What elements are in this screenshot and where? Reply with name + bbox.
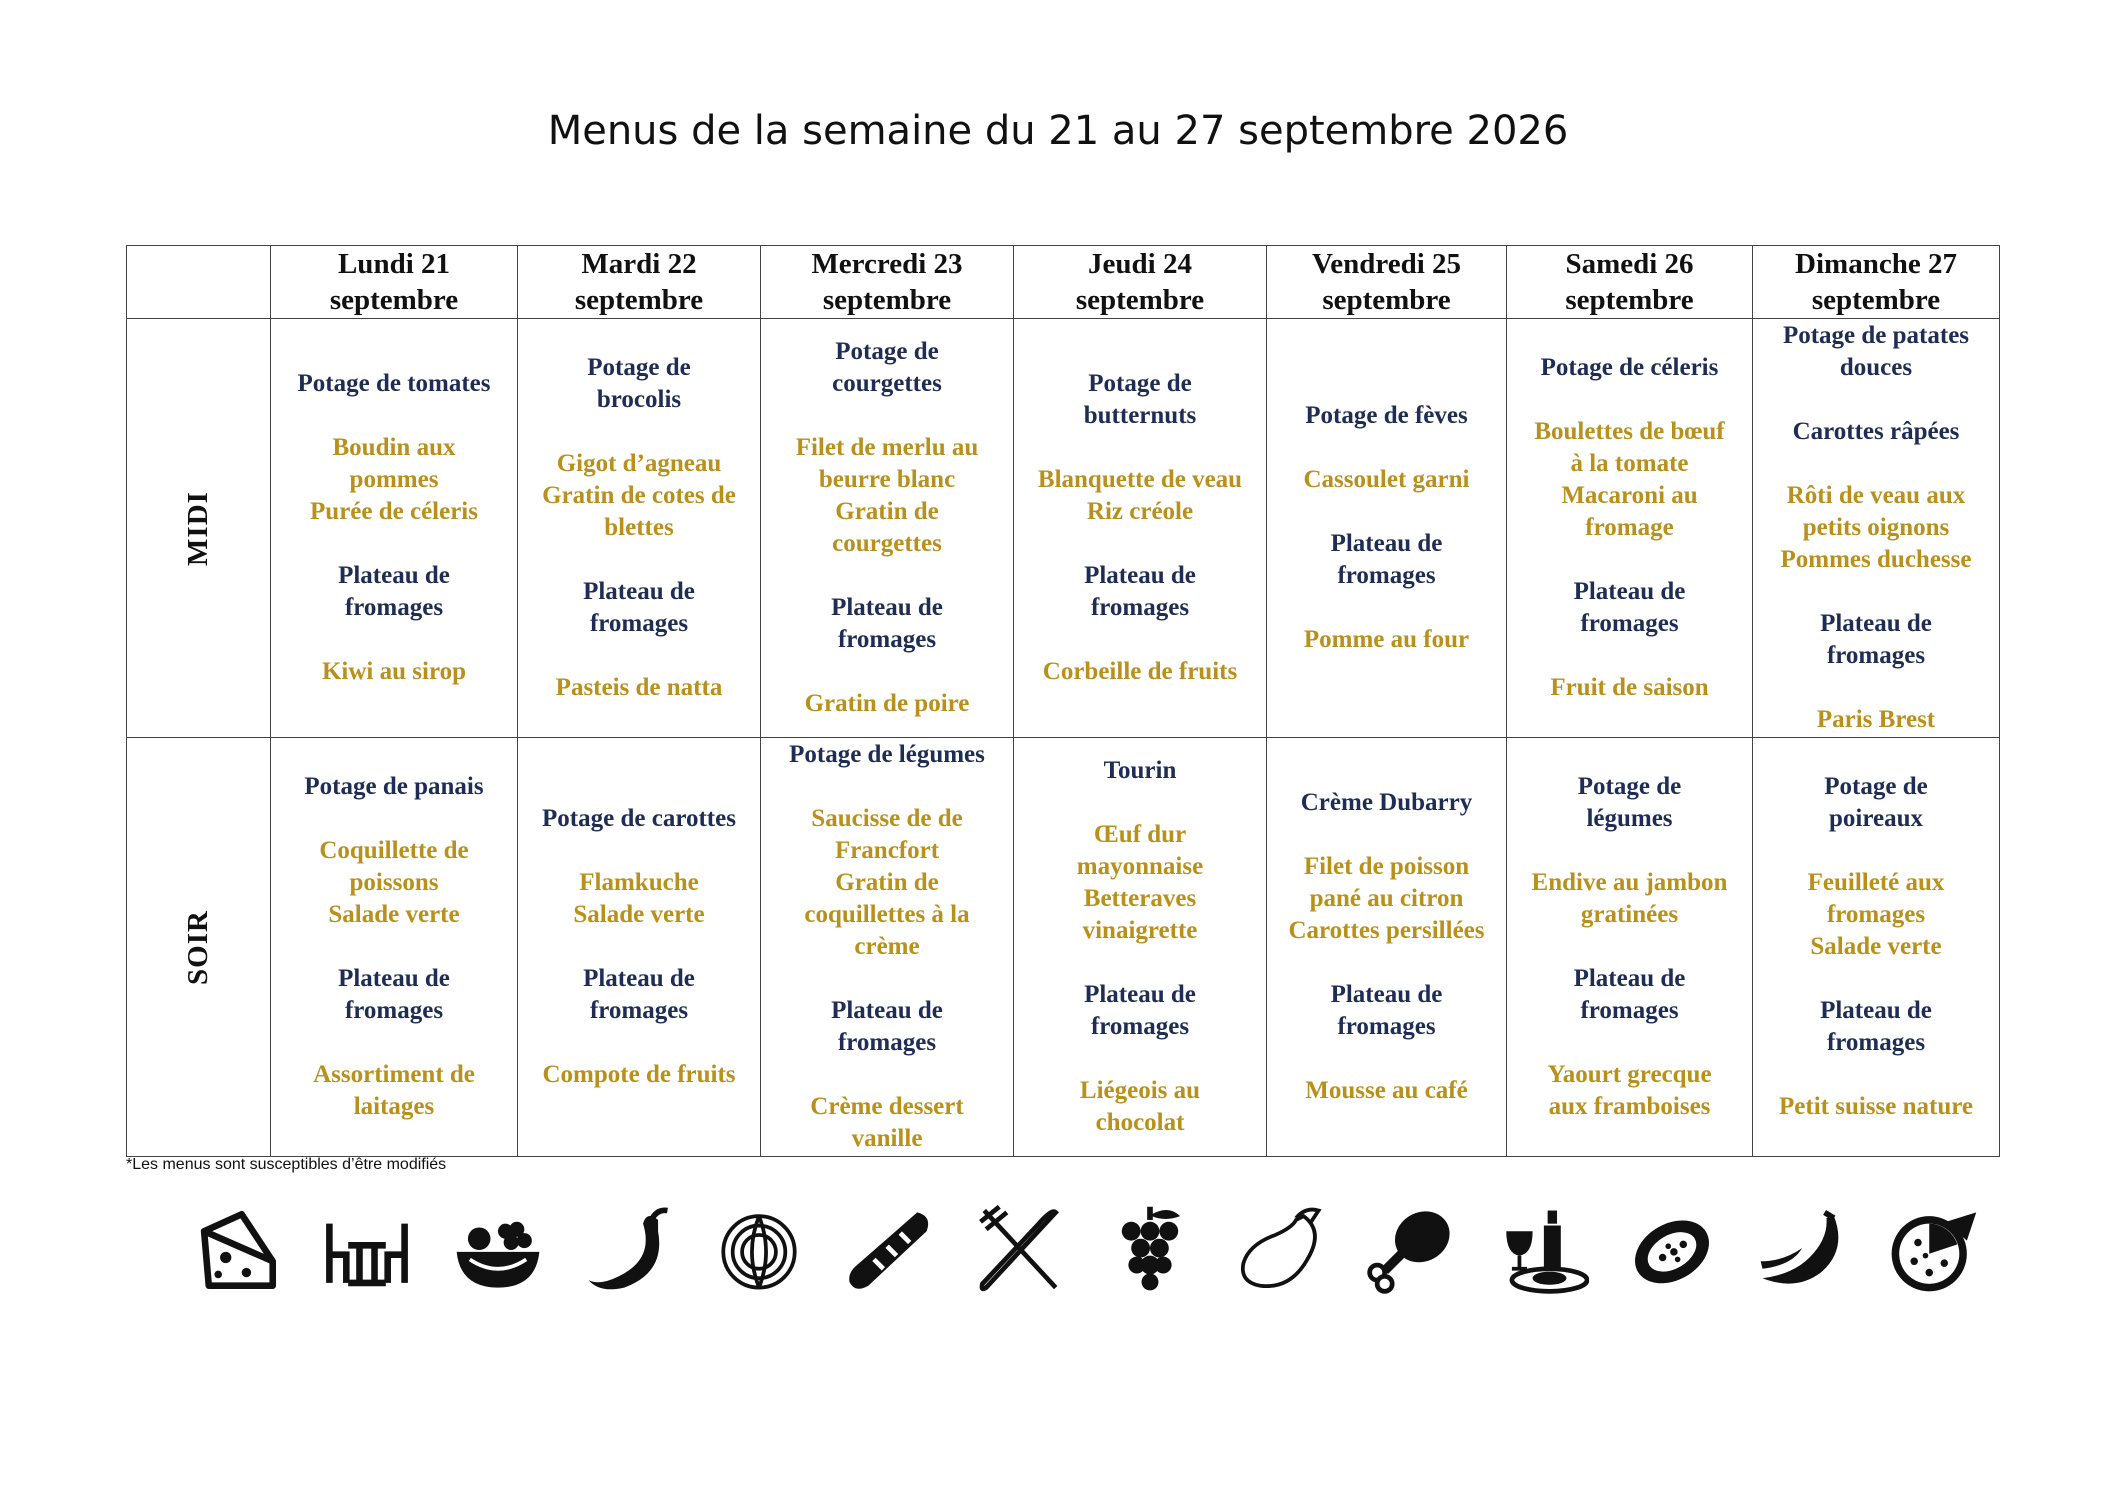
- dish-line: Fruit de saison: [1550, 674, 1709, 701]
- dish-group: [1759, 608, 1993, 672]
- dish-line: Plateau de: [1330, 530, 1443, 557]
- dish-line: pommes: [349, 466, 439, 493]
- onion-icon: [712, 1203, 806, 1297]
- dish-line: Plateau de: [1330, 981, 1443, 1008]
- eggplant-icon: [1234, 1203, 1328, 1297]
- dish-line: Yaourt grecque: [1547, 1061, 1712, 1088]
- dish-line: fromages: [1826, 901, 1926, 928]
- dish-line: Flamkuche: [579, 869, 699, 896]
- dish-group: [1020, 560, 1260, 624]
- dish-group: [767, 432, 1007, 560]
- dish-line: Plateau de: [338, 965, 450, 992]
- food-icon-strip: [190, 1200, 1980, 1300]
- dish-group: [1759, 320, 1993, 384]
- dish-line: Boudin aux: [332, 434, 456, 461]
- dish-line: fromages: [1090, 594, 1190, 621]
- dish-line: Purée de céleris: [310, 498, 478, 525]
- meal-label-text: SOIR: [181, 909, 214, 985]
- dish-group: [767, 336, 1007, 400]
- dish-group: [277, 368, 511, 400]
- meal-label: [127, 738, 271, 1157]
- dish-line: Filet de poisson: [1303, 853, 1470, 880]
- chicken-leg-icon: [1364, 1203, 1458, 1297]
- dish-line: vinaigrette: [1082, 917, 1198, 944]
- day-header: [761, 246, 1014, 319]
- dish-line: Potage de légumes: [789, 741, 985, 768]
- dish-line: fromages: [1826, 642, 1926, 669]
- dish-line: Gratin de: [835, 869, 939, 896]
- dish-line: Plateau de: [1084, 981, 1196, 1008]
- dish-line: Carottes persillées: [1288, 917, 1485, 944]
- dish-line: Potage de: [835, 338, 939, 365]
- dish-line: Pommes duchesse: [1780, 546, 1972, 573]
- dish-line: Potage de patates: [1782, 322, 1970, 349]
- dish-line: fromages: [1337, 1013, 1436, 1040]
- dish-group: [1759, 771, 1993, 835]
- dish-line: Plateau de: [1084, 562, 1196, 589]
- fruit-bowl-icon: [451, 1203, 545, 1297]
- dish-line: fromages: [1580, 610, 1679, 637]
- meal-row-soir: [127, 738, 2000, 1157]
- dish-line: légumes: [1586, 805, 1673, 832]
- dish-line: Filet de merlu au: [795, 434, 979, 461]
- dish-line: blettes: [604, 514, 674, 541]
- dish-group: [1273, 787, 1500, 819]
- dish-line: Plateau de: [1573, 965, 1686, 992]
- day-month: septembre: [329, 284, 459, 316]
- dish-line: à la tomate: [1570, 450, 1689, 477]
- dish-line: Kiwi au sirop: [321, 658, 467, 685]
- dish-group: [1513, 416, 1746, 544]
- day-header: [1267, 246, 1507, 319]
- day-header: [1507, 246, 1753, 319]
- dish-line: Salade verte: [328, 901, 460, 928]
- dish-line: Œuf dur: [1093, 821, 1187, 848]
- dish-group: [1273, 400, 1500, 432]
- dish-group: [524, 867, 754, 931]
- dish-group: [1020, 979, 1260, 1043]
- dish-line: Gratin de cotes de: [542, 482, 736, 509]
- dish-line: Mousse au café: [1305, 1077, 1468, 1104]
- dish-group: [1513, 1059, 1746, 1123]
- dish-line: fromages: [344, 997, 444, 1024]
- dish-line: Gratin de: [835, 498, 939, 525]
- dining-table-icon: [320, 1203, 414, 1297]
- menu-cell: [1014, 738, 1267, 1157]
- day-month: septembre: [1075, 284, 1205, 316]
- dish-line: courgettes: [832, 370, 942, 397]
- dish-line: Plateau de: [1820, 610, 1932, 637]
- dish-group: [1273, 851, 1500, 947]
- dish-line: Crème dessert: [810, 1093, 964, 1120]
- dish-line: Petit suisse nature: [1779, 1093, 1973, 1120]
- dish-line: Salade verte: [573, 901, 705, 928]
- dish-line: Potage de céleris: [1540, 354, 1719, 381]
- menu-cell: [518, 319, 761, 738]
- dish-line: Gratin de poire: [804, 690, 970, 717]
- dish-line: Francfort: [834, 837, 940, 864]
- day-header: [1753, 246, 2000, 319]
- papaya-icon: [1625, 1203, 1719, 1297]
- dish-line: Plateau de: [1820, 997, 1932, 1024]
- footnote: *Les menus sont susceptibles d’être modifiés: [126, 1156, 447, 1173]
- dish-line: coquillettes à la: [804, 901, 970, 928]
- dish-group: [1273, 464, 1500, 496]
- dish-line: Plateau de: [583, 965, 695, 992]
- page-title: Menus de la semaine du 21 au 27 septembre 2026: [547, 108, 1569, 154]
- dish-line: fromages: [1826, 1029, 1926, 1056]
- dish-group: [1273, 1075, 1500, 1107]
- dish-line: Plateau de: [831, 997, 943, 1024]
- dish-line: Rôti de veau aux: [1786, 482, 1966, 509]
- dish-line: Betteraves: [1083, 885, 1197, 912]
- dish-group: [767, 803, 1007, 963]
- dish-line: Crème Dubarry: [1300, 789, 1473, 816]
- dish-line: fromages: [1090, 1013, 1190, 1040]
- dish-line: Blanquette de veau: [1037, 466, 1243, 493]
- dish-line: butternuts: [1083, 402, 1197, 429]
- dish-line: Riz créole: [1086, 498, 1194, 525]
- day-month: septembre: [1322, 284, 1451, 316]
- fork-knife-icon: [973, 1203, 1067, 1297]
- dish-line: Potage de tomates: [297, 370, 491, 397]
- pizza-icon: [1886, 1203, 1980, 1297]
- dish-group: [277, 560, 511, 624]
- dish-line: Boulettes de bœuf: [1534, 418, 1725, 445]
- dish-line: Carottes râpées: [1792, 418, 1960, 445]
- dish-group: [1759, 867, 1993, 963]
- menu-cell: [1753, 738, 2000, 1157]
- baguette-icon: [842, 1203, 936, 1297]
- day-name: Dimanche 27: [1795, 248, 1957, 280]
- dish-group: [277, 963, 511, 1027]
- chili-pepper-icon: [581, 1203, 675, 1297]
- dish-line: Liégeois au: [1079, 1077, 1201, 1104]
- menu-cell: [271, 319, 518, 738]
- meal-label-text: MIDI: [181, 490, 214, 566]
- dish-line: Potage de fèves: [1305, 402, 1468, 429]
- dish-line: Potage de: [587, 354, 691, 381]
- menu-table: [126, 245, 2000, 1157]
- dish-line: vanille: [851, 1125, 923, 1152]
- dish-group: [277, 835, 511, 931]
- dish-group: [524, 672, 754, 704]
- dish-line: petits oignons: [1802, 514, 1950, 541]
- dish-line: mayonnaise: [1076, 853, 1204, 880]
- dish-line: Feuilleté aux: [1807, 869, 1945, 896]
- dish-group: [277, 432, 511, 528]
- dish-line: poireaux: [1829, 805, 1923, 832]
- day-name: Mercredi 23: [811, 248, 963, 280]
- dish-group: [277, 771, 511, 803]
- dish-group: [1020, 464, 1260, 528]
- menu-cell: [1267, 738, 1507, 1157]
- dish-line: Paris Brest: [1816, 706, 1936, 733]
- dish-group: [767, 995, 1007, 1059]
- dish-line: beurre blanc: [818, 466, 956, 493]
- day-month: septembre: [1811, 284, 1941, 316]
- dish-line: fromages: [1337, 562, 1436, 589]
- day-name: Samedi 26: [1565, 248, 1694, 280]
- dish-line: douces: [1839, 354, 1913, 381]
- dish-line: Assortiment de: [313, 1061, 475, 1088]
- wine-dinner-icon: [1495, 1203, 1589, 1297]
- dish-line: fromages: [589, 610, 689, 637]
- dish-line: Plateau de: [1573, 578, 1686, 605]
- dish-group: [1020, 656, 1260, 688]
- dish-line: Salade verte: [1810, 933, 1942, 960]
- dish-group: [1759, 1091, 1993, 1123]
- dish-group: [1020, 755, 1260, 787]
- dish-group: [1513, 672, 1746, 704]
- dish-line: fromages: [1580, 997, 1679, 1024]
- dish-group: [1273, 979, 1500, 1043]
- dish-group: [1273, 528, 1500, 592]
- dish-group: [767, 739, 1007, 771]
- dish-group: [1020, 368, 1260, 432]
- menu-cell: [761, 319, 1014, 738]
- banana-icon: [1755, 1203, 1849, 1297]
- day-header: [271, 246, 518, 319]
- dish-group: [767, 1091, 1007, 1155]
- meal-label: [127, 319, 271, 738]
- dish-group: [1513, 352, 1746, 384]
- dish-line: Pasteis de natta: [555, 674, 723, 701]
- dish-line: Saucisse de de: [811, 805, 963, 832]
- menu-cell: [1014, 319, 1267, 738]
- dish-line: Plateau de: [338, 562, 450, 589]
- dish-line: fromages: [344, 594, 444, 621]
- dish-group: [1513, 576, 1746, 640]
- header-row: [127, 246, 2000, 319]
- menu-cell: [1267, 319, 1507, 738]
- dish-group: [1020, 1075, 1260, 1139]
- dish-group: [1020, 819, 1260, 947]
- day-month: septembre: [574, 284, 704, 316]
- menu-cell: [1507, 738, 1753, 1157]
- dish-group: [1513, 963, 1746, 1027]
- dish-line: fromage: [1585, 514, 1674, 541]
- dish-group: [524, 352, 754, 416]
- menu-cell: [761, 738, 1014, 1157]
- dish-line: chocolat: [1095, 1109, 1185, 1136]
- dish-group: [277, 1059, 511, 1123]
- day-month: septembre: [822, 284, 952, 316]
- dish-line: Potage de: [1088, 370, 1192, 397]
- menu-cell: [1507, 319, 1753, 738]
- dish-group: [1759, 704, 1993, 736]
- dish-line: Cassoulet garni: [1303, 466, 1470, 493]
- dish-group: [767, 592, 1007, 656]
- dish-line: Plateau de: [831, 594, 943, 621]
- dish-group: [524, 576, 754, 640]
- meal-row-midi: [127, 319, 2000, 738]
- dish-group: [524, 448, 754, 544]
- day-name: Vendredi 25: [1311, 248, 1462, 280]
- dish-group: [767, 688, 1007, 720]
- dish-line: Potage de panais: [304, 773, 484, 800]
- dish-line: Potage de: [1824, 773, 1928, 800]
- dish-line: Macaroni au: [1561, 482, 1698, 509]
- dish-group: [1759, 995, 1993, 1059]
- dish-line: laitages: [353, 1093, 435, 1120]
- menu-cell: [518, 738, 761, 1157]
- dish-line: Potage de carottes: [542, 805, 736, 832]
- dish-line: brocolis: [596, 386, 682, 413]
- dish-line: fromages: [589, 997, 689, 1024]
- dish-line: pané au citron: [1309, 885, 1464, 912]
- dish-group: [1513, 771, 1746, 835]
- dish-group: [277, 656, 511, 688]
- dish-group: [1759, 416, 1993, 448]
- dish-group: [1759, 480, 1993, 576]
- dish-line: fromages: [837, 1029, 937, 1056]
- day-name: Lundi 21: [337, 248, 451, 280]
- day-header: [1014, 246, 1267, 319]
- dish-line: Plateau de: [583, 578, 695, 605]
- dish-line: Tourin: [1103, 757, 1177, 784]
- dish-line: Endive au jambon: [1531, 869, 1728, 896]
- dish-group: [524, 963, 754, 1027]
- day-header: [518, 246, 761, 319]
- dish-line: Compote de fruits: [542, 1061, 736, 1088]
- dish-line: gratinées: [1580, 901, 1679, 928]
- dish-line: courgettes: [832, 530, 942, 557]
- cheese-icon: [190, 1203, 284, 1297]
- day-month: septembre: [1565, 284, 1694, 316]
- grapes-icon: [1103, 1203, 1197, 1297]
- day-name: Jeudi 24: [1088, 248, 1192, 280]
- dish-line: poissons: [349, 869, 439, 896]
- dish-line: fromages: [837, 626, 937, 653]
- dish-group: [1273, 624, 1500, 656]
- dish-line: Pomme au four: [1303, 626, 1470, 653]
- dish-group: [524, 803, 754, 835]
- corner-cell: [127, 246, 271, 319]
- day-name: Mardi 22: [581, 248, 697, 280]
- menu-cell: [1753, 319, 2000, 738]
- dish-line: Gigot d’agneau: [556, 450, 722, 477]
- dish-line: Potage de: [1577, 773, 1682, 800]
- menu-cell: [271, 738, 518, 1157]
- dish-line: Coquillette de: [319, 837, 469, 864]
- dish-line: Corbeille de fruits: [1042, 658, 1238, 685]
- dish-line: aux framboises: [1548, 1093, 1711, 1120]
- dish-line: crème: [854, 933, 920, 960]
- dish-group: [1513, 867, 1746, 931]
- dish-group: [524, 1059, 754, 1091]
